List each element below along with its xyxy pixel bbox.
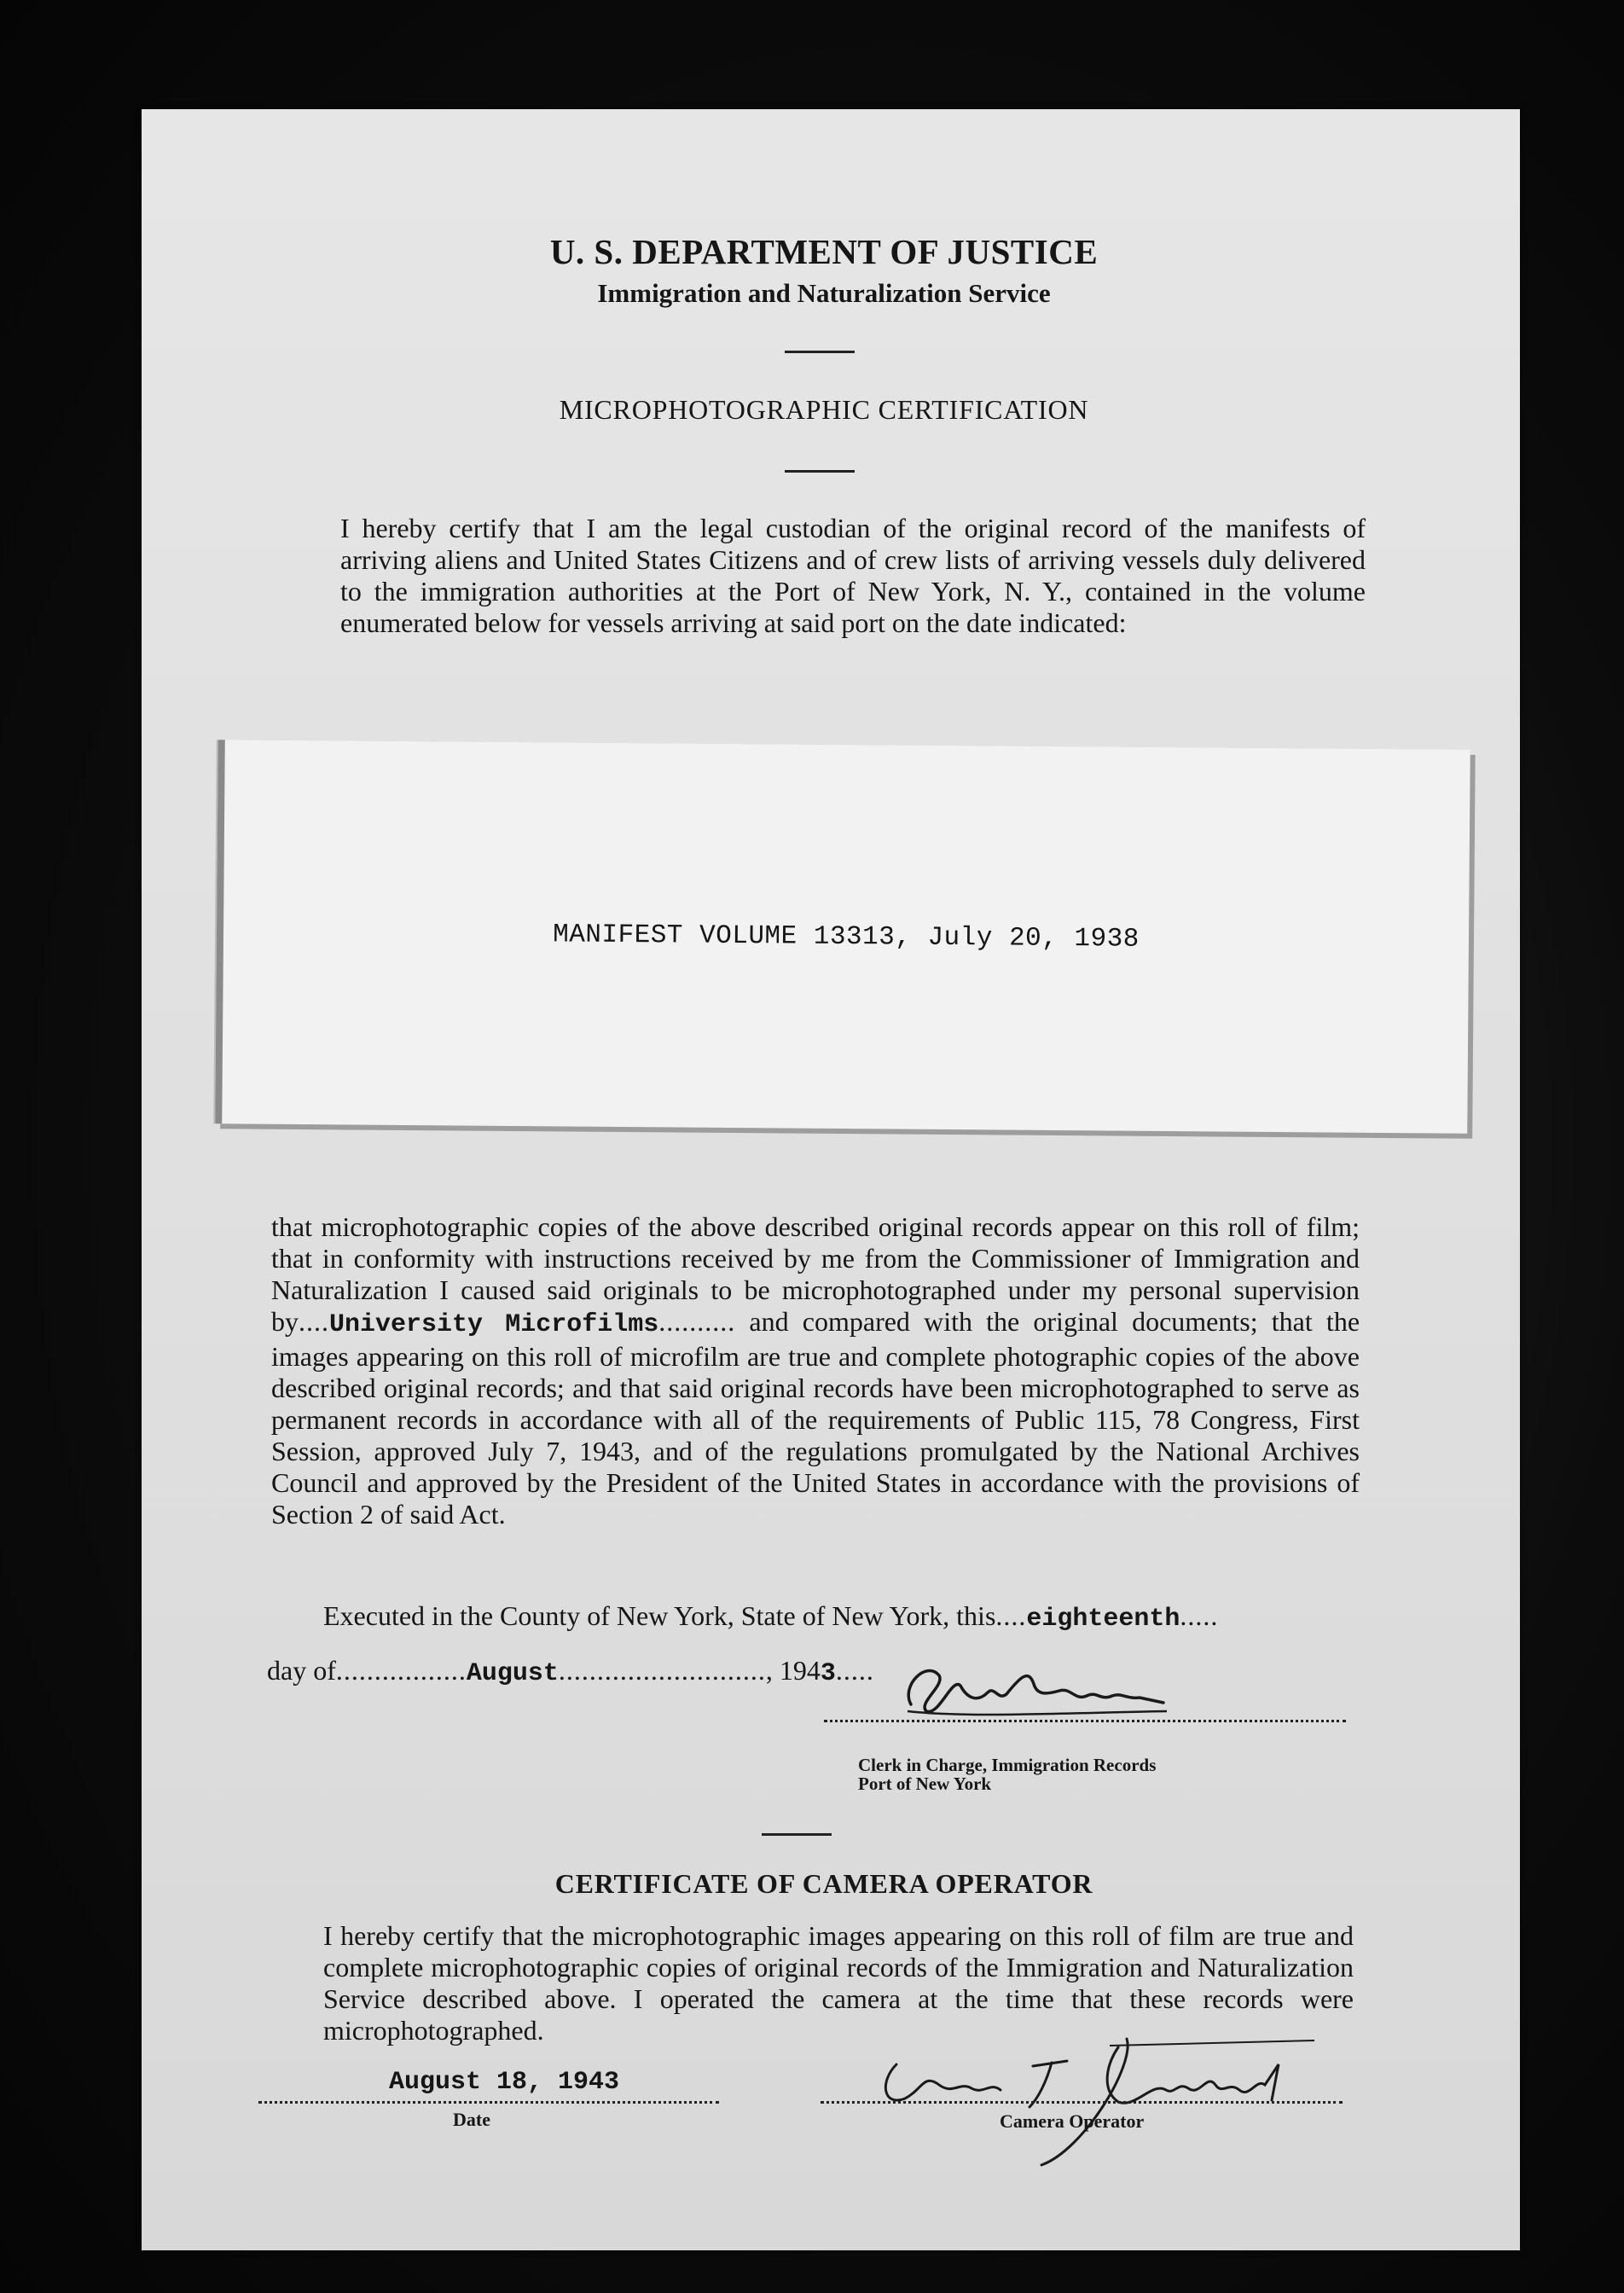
microfilm-company-value: University Microfilms [329,1310,659,1339]
camera-operator-title: CERTIFICATE OF CAMERA OPERATOR [554,1868,1093,1899]
clerk-title-line1: Clerk in Charge, Immigration Records [858,1755,1157,1775]
camera-operator-text: I hereby certify that the microphotographic images appearing on this roll of film are true and complete microphotographic copies of original records of the Immigration and Naturalization Service described above. I operated the camera at the time that these records were microphotographed. [323,1920,1354,2046]
month-value: August [466,1659,559,1688]
certification-title: MICROPHOTOGRAPHIC CERTIFICATION [559,394,1089,425]
clerk-title-line2: Port of New York [858,1773,992,1794]
camera-operator-label: Camera Operator [1000,2110,1145,2132]
camera-operator-signature [871,2013,1348,2167]
divider [785,351,855,353]
dotted-leader: ................. [335,1655,467,1686]
camera-operator-signature-line [821,2101,1343,2104]
dotted-leader: ........................... [558,1655,766,1686]
clerk-title [858,1756,1156,1793]
date-label: Date [453,2109,490,2130]
year-suffix-value: 3 [820,1659,836,1688]
clerk-signature [892,1652,1174,1737]
executed-prefix: Executed in the County of New York, State of New York, this [323,1600,996,1631]
dotted-leader: ..... [835,1655,874,1686]
divider [762,1833,832,1836]
day-of-line [267,1655,874,1688]
certificate-page [142,109,1520,2250]
executed-line [323,1600,1218,1634]
year-prefix: , 194 [765,1655,821,1686]
supervision-text-part2: and compared with the original documents; that the images appearing on this roll of microfilm are true and complete photographic copies of the above described original records; and that said original records have been microphotographed to serve as permanent records in accordance with all of the requirements of Public 115, 78 Congress, First Session, approved July 7, 1943, and of the regulations promulgated by the National Archives Council and approved by the President of the United States in accordance with the provisions of Section 2 of said Act. [271,1306,1360,1530]
operator-date-value: August 18, 1943 [389,2068,620,2097]
supervision-paragraph [271,1211,1360,1530]
custodian-paragraph-text: I hereby certify that I am the legal custodian of the original record of the manifests of arriving aliens and United States Citizens and of crew lists of arriving vessels duly delivered to the immigration authorities at the Port of New York, N. Y., contained in the volume enumerated below for vessels arriving at said port on the date indicated: [340,513,1366,638]
executed-day-value: eighteenth [1026,1605,1180,1634]
divider [785,470,855,473]
dotted-leader: .... [299,1306,329,1337]
volume-slip [215,740,1470,1134]
clerk-signature-line [824,1720,1346,1722]
dotted-leader: .......... [658,1306,736,1337]
day-of-prefix: day of [267,1655,336,1686]
date-line [258,2101,719,2104]
service-heading: Immigration and Naturalization Service [597,278,1051,308]
custodian-paragraph [282,513,1366,639]
supervision-text-part1: that microphotographic copies of the above described original records appear on this roll of film; that in conformity with instructions received by me from the Commissioner of Immigration and Naturalization I caused said originals to be microphotographed under my personal supervision by [271,1211,1360,1337]
dotted-leader: .... [995,1600,1027,1631]
volume-slip-text: MANIFEST VOLUME 13313, July 20, 1938 [553,920,1140,955]
department-heading: U. S. DEPARTMENT OF JUSTICE [549,232,1099,271]
dotted-leader: ..... [1180,1600,1219,1631]
